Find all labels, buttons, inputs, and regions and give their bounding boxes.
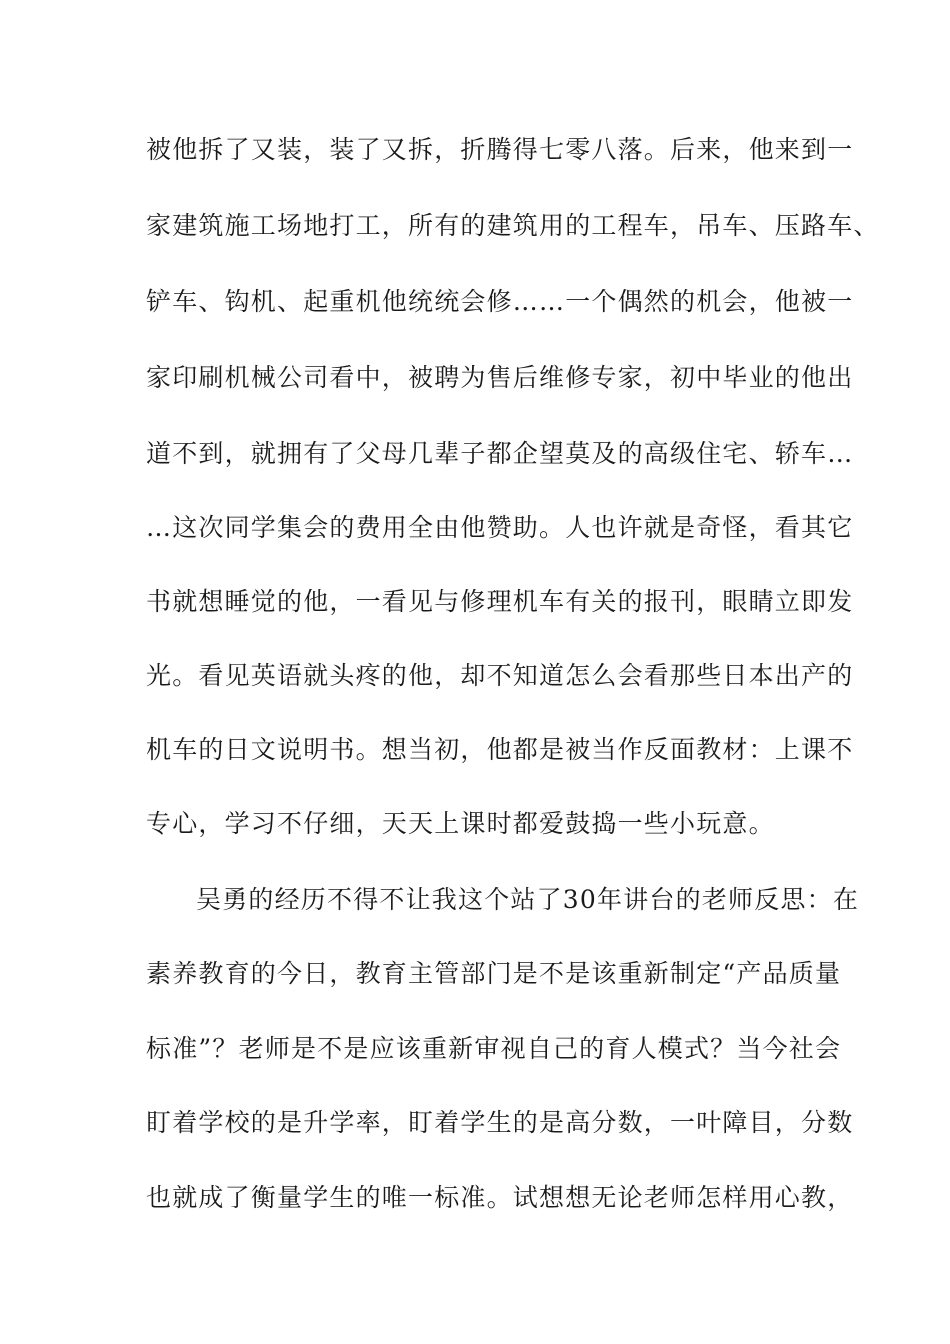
text-line: 书就想睡觉的他，一看见与修理机车有关的报刊，眼睛立即发 [146, 587, 854, 616]
text-line: …这次同学集会的费用全由他赞助。人也许就是奇怪，看其它 [146, 513, 854, 542]
text-line: 道不到，就拥有了父母几辈子都企望莫及的高级住宅、轿车… [146, 439, 854, 468]
text-line: 机车的日文说明书。想当初，他都是被当作反面教材：上课不 [146, 735, 854, 764]
text-line: 盯着学校的是升学率，盯着学生的是高分数，一叶障目，分数 [146, 1108, 854, 1137]
text-line: 家建筑施工场地打工，所有的建筑用的工程车，吊车、压路车、 [146, 211, 880, 240]
text-line: 铲车、钩机、起重机他统统会修……一个偶然的机会，他被一 [146, 287, 854, 316]
text-line: 专心，学习不仔细，天天上课时都爱鼓捣一些小玩意。 [146, 809, 775, 838]
text-line: 也就成了衡量学生的唯一标准。试想想无论老师怎样用心教， [146, 1183, 854, 1212]
text-line: 家印刷机械公司看中，被聘为售后维修专家，初中毕业的他出 [146, 363, 854, 392]
paragraph-first-line: 吴勇的经历不得不让我这个站了30年讲台的老师反思：在 [196, 885, 860, 914]
text-line: 光。看见英语就头疼的他，却不知道怎么会看那些日本出产的 [146, 661, 854, 690]
text-line: 标准”？老师是不是应该重新审视自己的育人模式？当今社会 [146, 1034, 842, 1063]
text-line: 被他拆了又装，装了又拆，折腾得七零八落。后来，他来到一 [146, 135, 854, 164]
text-line: 素养教育的今日，教育主管部门是不是该重新制定“产品质量 [146, 959, 842, 988]
